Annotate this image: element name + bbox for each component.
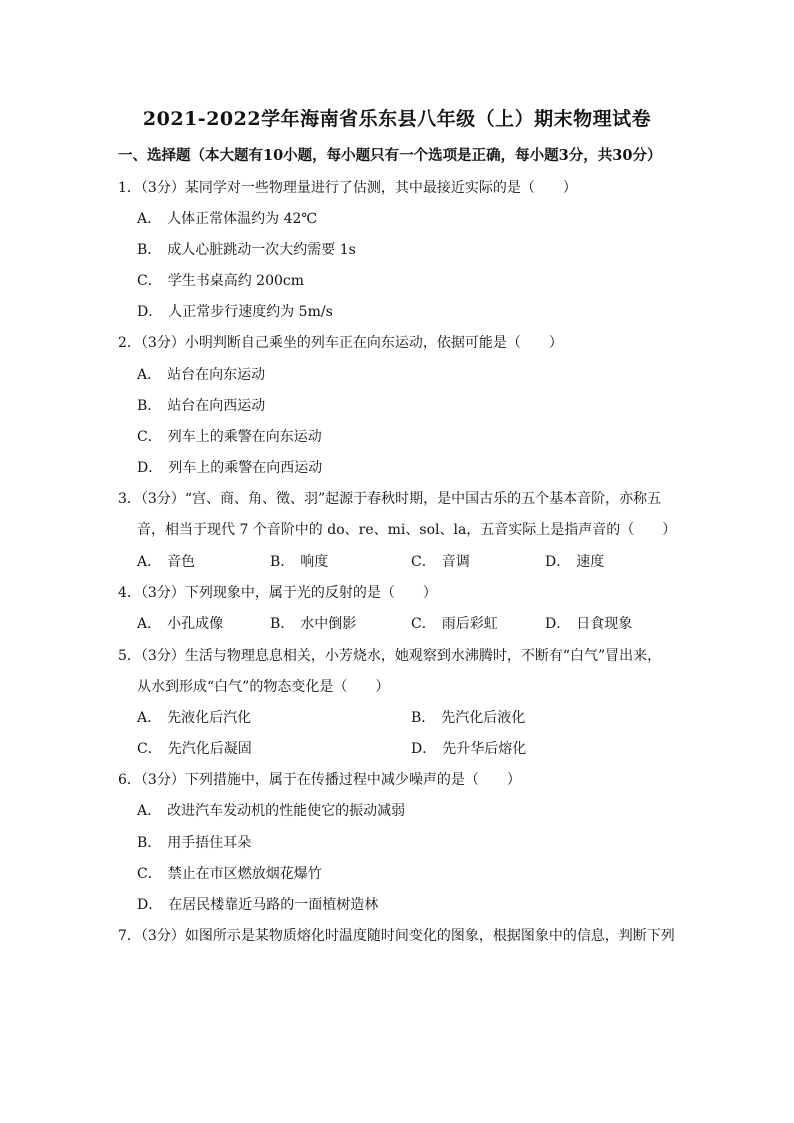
question-2-option-b xyxy=(137,395,265,415)
option-text: 雨后彩虹 xyxy=(441,616,498,632)
question-1-option-c xyxy=(137,270,304,290)
option-letter: C． xyxy=(411,616,436,632)
option-letter: D． xyxy=(411,741,437,757)
option-letter: A． xyxy=(137,710,162,726)
option-text: 先升华后熔化 xyxy=(442,741,527,757)
question-1-stem: 1．（3分）某同学对一些物理量进行了估测，其中最接近实际的是（ ） xyxy=(118,180,577,196)
question-7-stem: 7．（3分）如图所示是某物质熔化时温度随时间变化的图象，根据图象中的信息，判断下列 xyxy=(118,928,675,944)
option-text: 小孔成像 xyxy=(167,616,224,632)
option-text: 音色 xyxy=(167,554,196,570)
option-letter: A． xyxy=(137,803,162,819)
option-letter: A． xyxy=(137,554,162,570)
option-text: 站台在向东运动 xyxy=(167,367,266,383)
option-text: 在居民楼靠近马路的一面植树造林 xyxy=(168,897,379,913)
option-letter: B． xyxy=(270,616,295,632)
option-letter: D． xyxy=(545,616,571,632)
question-1-option-b xyxy=(137,239,356,259)
option-letter: C． xyxy=(137,741,162,757)
question-3-option-d xyxy=(545,551,604,571)
option-text: 改进汽车发动机的性能使它的振动减弱 xyxy=(167,803,406,819)
option-text: 列车上的乘警在向西运动 xyxy=(168,460,323,476)
question-4-option-c xyxy=(411,613,498,633)
question-4-option-b xyxy=(270,613,356,633)
question-6-option-a xyxy=(137,800,405,820)
question-5-option-a xyxy=(137,707,251,727)
question-6-option-d xyxy=(137,894,378,914)
question-4-option-a xyxy=(137,613,223,633)
question-6-option-c xyxy=(137,863,322,883)
exam-title: 2021-2022学年海南省乐东县八年级（上）期末物理试卷 xyxy=(142,108,652,130)
question-5-stem-line-1: 5．（3分）生活与物理息息相关，小芳烧水，她观察到水沸腾时，不断有“白气”冒出来， xyxy=(118,648,662,664)
section-heading: 一、选择题（本大题有10小题，每小题只有一个选项是正确，每小题3分，共30分） xyxy=(118,147,662,164)
option-text: 音调 xyxy=(441,554,470,570)
option-letter: C． xyxy=(137,866,162,882)
question-5-stem-line-2: 从水到形成“白气”的物态变化是（ ） xyxy=(137,679,390,695)
option-text: 列车上的乘警在向东运动 xyxy=(167,429,322,445)
question-3-stem-line-2: 音，相当于现代 7 个音阶中的 do、re、mi、sol、la，五音实际上是指声音的（ ） xyxy=(137,522,677,538)
option-letter: D． xyxy=(137,460,163,476)
option-letter: B． xyxy=(411,710,436,726)
option-letter: D． xyxy=(137,897,163,913)
question-2-stem: 2．（3分）小明判断自己乘坐的列车正在向东运动，依据可能是（ ） xyxy=(118,335,563,351)
question-1-option-d xyxy=(137,301,333,321)
question-2-option-c xyxy=(137,426,322,446)
option-text: 成人心脏跳动一次大约需要 1s xyxy=(167,242,356,258)
option-text: 禁止在市区燃放烟花爆竹 xyxy=(167,866,322,882)
option-letter: B． xyxy=(137,835,162,851)
question-4-stem: 4．（3分）下列现象中，属于光的反射的是（ ） xyxy=(118,585,437,601)
option-letter: C． xyxy=(411,554,436,570)
option-text: 先液化后汽化 xyxy=(167,710,252,726)
option-letter: D． xyxy=(545,554,571,570)
option-letter: C． xyxy=(137,429,162,445)
option-text: 人正常步行速度约为 5m/s xyxy=(168,304,333,320)
option-letter: C． xyxy=(137,273,162,289)
option-letter: B． xyxy=(137,398,162,414)
option-text: 日食现象 xyxy=(576,616,633,632)
question-3-option-a xyxy=(137,551,195,571)
option-text: 水中倒影 xyxy=(300,616,357,632)
question-2-option-a xyxy=(137,364,265,384)
option-letter: B． xyxy=(137,242,162,258)
question-4-option-d xyxy=(545,613,632,633)
question-3-option-b xyxy=(270,551,328,571)
question-1-option-a xyxy=(137,208,317,228)
option-letter: A． xyxy=(137,616,162,632)
question-2-option-d xyxy=(137,457,322,477)
option-text: 速度 xyxy=(576,554,605,570)
option-text: 先汽化后凝固 xyxy=(167,741,252,757)
question-3-stem-line-1: 3．（3分）“宫、商、角、徵、羽”起源于春秋时期，是中国古乐的五个基本音阶，亦称五 xyxy=(118,491,662,507)
question-5-option-d xyxy=(411,738,526,758)
option-text: 先汽化后液化 xyxy=(441,710,526,726)
option-text: 响度 xyxy=(300,554,329,570)
question-3-option-c xyxy=(411,551,470,571)
question-5-option-b xyxy=(411,707,525,727)
option-letter: D． xyxy=(137,304,163,320)
option-text: 用手捂住耳朵 xyxy=(167,835,252,851)
question-5-option-c xyxy=(137,738,252,758)
option-text: 站台在向西运动 xyxy=(167,398,266,414)
option-letter: A． xyxy=(137,211,162,227)
question-6-option-b xyxy=(137,832,251,852)
option-letter: B． xyxy=(270,554,295,570)
question-6-stem: 6．（3分）下列措施中，属于在传播过程中减少噪声的是（ ） xyxy=(118,772,521,788)
option-text: 学生书桌高约 200cm xyxy=(167,273,305,289)
option-letter: A． xyxy=(137,367,162,383)
option-text: 人体正常体温约为 42℃ xyxy=(167,211,318,227)
